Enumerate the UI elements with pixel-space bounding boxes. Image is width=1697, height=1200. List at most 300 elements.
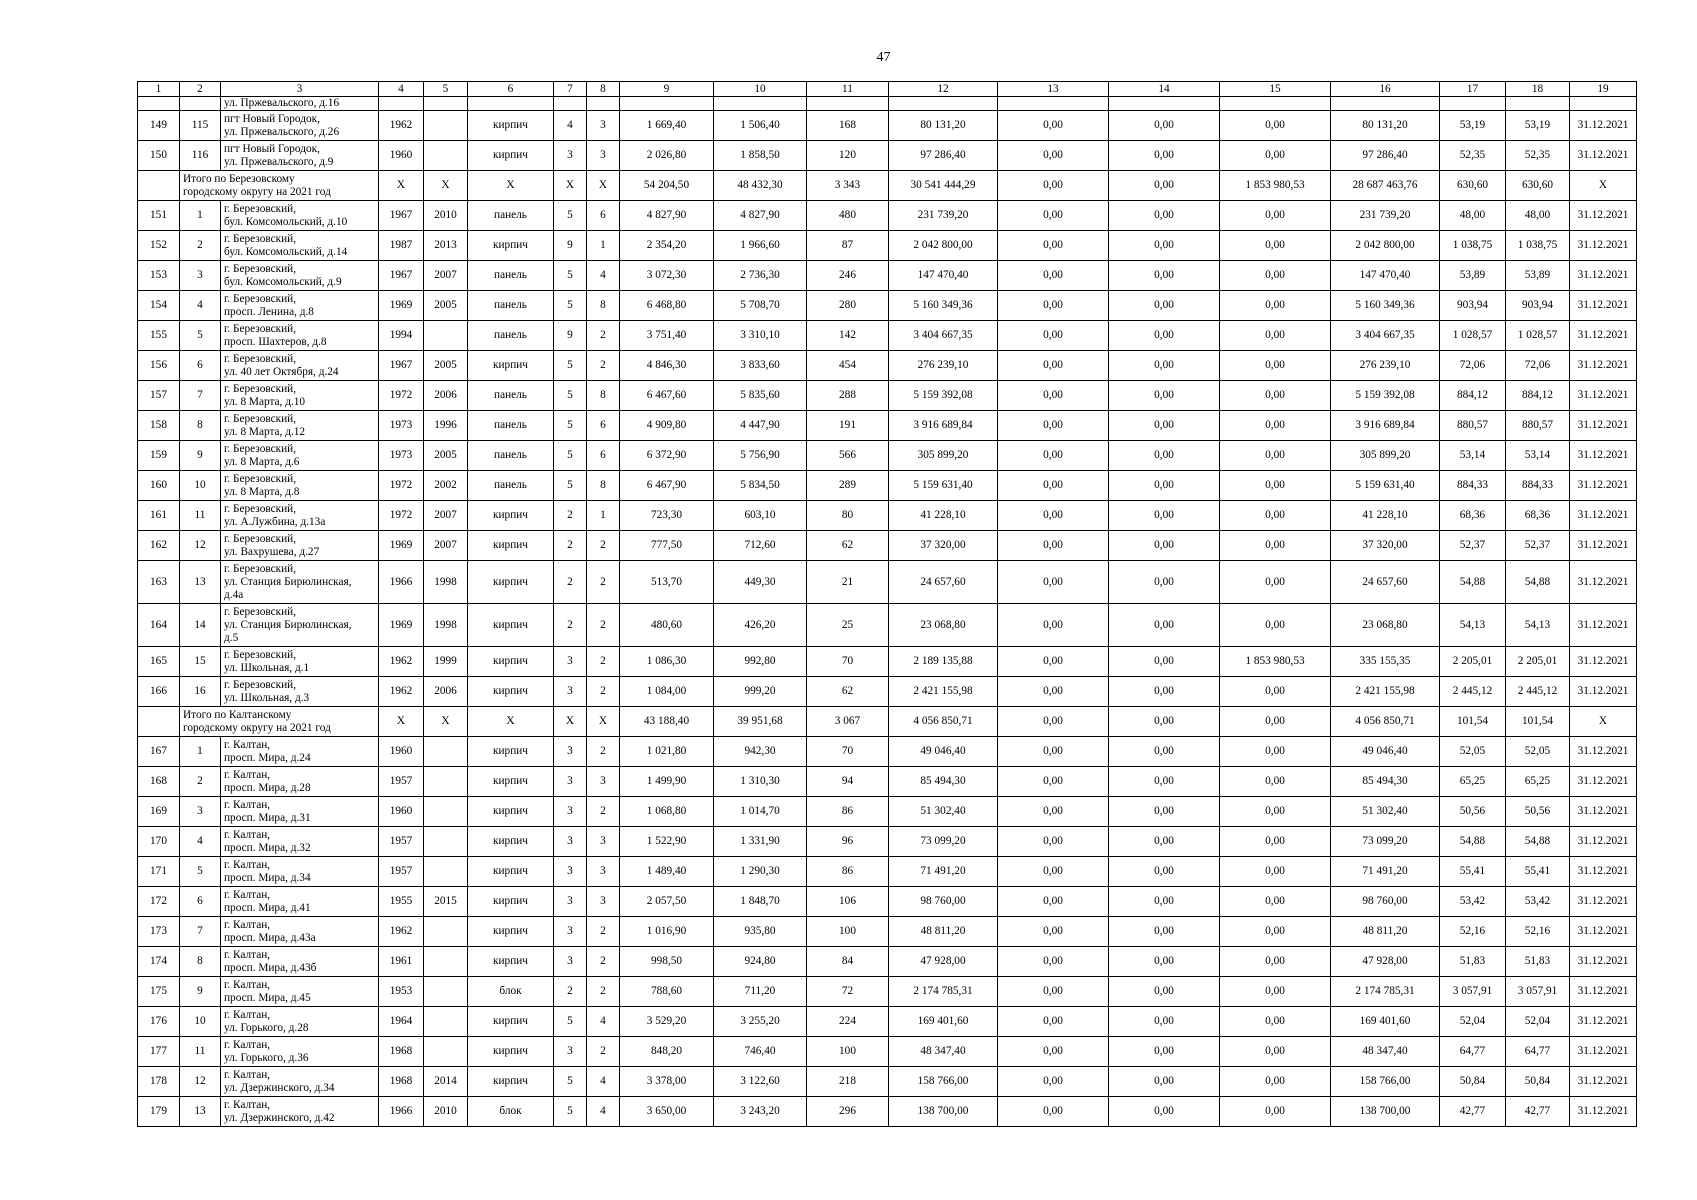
year-built: 1964 <box>379 1007 424 1037</box>
fund-local: 0,00 <box>1220 707 1331 737</box>
max-cost-per-sqm: 53,42 <box>1506 887 1570 917</box>
table-row <box>138 1067 1637 1097</box>
total-area: 1 068,80 <box>620 797 714 827</box>
entrances: 8 <box>587 291 620 321</box>
address-line: г. Калтан, <box>224 1038 271 1051</box>
row-number: 165 <box>138 647 180 677</box>
cost-per-sqm: 52,37 <box>1440 531 1506 561</box>
residential-area: 5 835,60 <box>714 381 807 411</box>
column-number: 5 <box>424 82 468 97</box>
cost-per-sqm: 54,13 <box>1440 604 1506 647</box>
cost-per-sqm: 64,77 <box>1440 1037 1506 1067</box>
row-number: 155 <box>138 321 180 351</box>
cost-per-sqm: 53,14 <box>1440 441 1506 471</box>
residents: 280 <box>807 291 889 321</box>
floors: 3 <box>554 857 587 887</box>
year-renovated: 1999 <box>424 647 468 677</box>
address-line: ул. Станция Бирюлинская, <box>224 575 352 588</box>
row-number: 150 <box>138 141 180 171</box>
total-area: 1 084,00 <box>620 677 714 707</box>
entrances: 3 <box>587 767 620 797</box>
year-built: 1966 <box>379 561 424 604</box>
fund-federal: 0,00 <box>998 381 1109 411</box>
fund-federal: 0,00 <box>998 531 1109 561</box>
floors: 3 <box>554 141 587 171</box>
sub-number: 1 <box>180 737 221 767</box>
entrances: 4 <box>587 261 620 291</box>
year-renovated: 2007 <box>424 531 468 561</box>
cost-per-sqm: 880,57 <box>1440 411 1506 441</box>
address-line: просп. Мира, д.41 <box>224 901 311 914</box>
floors: 5 <box>554 351 587 381</box>
residents: 25 <box>807 604 889 647</box>
sub-number: 115 <box>180 111 221 141</box>
total-cost: 41 228,10 <box>889 501 998 531</box>
row-number: 177 <box>138 1037 180 1067</box>
year-renovated: Х <box>424 707 468 737</box>
residential-area: 4 447,90 <box>714 411 807 441</box>
total-area: 54 204,50 <box>620 171 714 201</box>
residents: 246 <box>807 261 889 291</box>
fund-federal: 0,00 <box>998 441 1109 471</box>
deadline: 31.12.2021 <box>1570 767 1637 797</box>
year-renovated <box>424 1037 468 1067</box>
fund-federal: 0,00 <box>998 321 1109 351</box>
entrances: 2 <box>587 531 620 561</box>
fund-regional: 0,00 <box>1109 261 1220 291</box>
residential-area: 999,20 <box>714 677 807 707</box>
address-line: ул. 8 Марта, д.8 <box>224 485 300 498</box>
table-row <box>138 351 1637 381</box>
sub-number: 2 <box>180 767 221 797</box>
floors: 2 <box>554 604 587 647</box>
fund-owners: 28 687 463,76 <box>1331 171 1440 201</box>
total-cost: 51 302,40 <box>889 797 998 827</box>
residential-area: 3 310,10 <box>714 321 807 351</box>
residential-area: 5 756,90 <box>714 441 807 471</box>
entrances: 3 <box>587 111 620 141</box>
column-number: 6 <box>468 82 554 97</box>
cost-per-sqm: 52,05 <box>1440 737 1506 767</box>
address-line: г. Калтан, <box>224 978 271 991</box>
year-renovated <box>424 857 468 887</box>
total-row <box>138 171 1637 201</box>
total-cost: 158 766,00 <box>889 1067 998 1097</box>
cost-per-sqm: 52,04 <box>1440 1007 1506 1037</box>
total-cost: 2 421 155,98 <box>889 677 998 707</box>
wall-material: кирпич <box>468 737 554 767</box>
floors: 5 <box>554 201 587 231</box>
year-built: 1973 <box>379 411 424 441</box>
residential-area: 48 432,30 <box>714 171 807 201</box>
residents: 62 <box>807 677 889 707</box>
table-row <box>138 887 1637 917</box>
sub-number: 4 <box>180 291 221 321</box>
fund-federal: 0,00 <box>998 604 1109 647</box>
fund-owners: 41 228,10 <box>1331 501 1440 531</box>
fund-owners: 5 160 349,36 <box>1331 291 1440 321</box>
entrances: 2 <box>587 947 620 977</box>
max-cost-per-sqm: 630,60 <box>1506 171 1570 201</box>
fund-local: 0,00 <box>1220 351 1331 381</box>
empty-cell <box>587 97 620 111</box>
address-line: ул. Горького, д.28 <box>224 1021 309 1034</box>
year-renovated <box>424 827 468 857</box>
total-label <box>180 171 379 201</box>
deadline: 31.12.2021 <box>1570 321 1637 351</box>
address-line: ул. Вахрушева, д.27 <box>224 545 320 558</box>
empty-cell <box>1570 97 1637 111</box>
residential-area: 3 243,20 <box>714 1097 807 1127</box>
residents: 86 <box>807 857 889 887</box>
fund-local: 1 853 980,53 <box>1220 647 1331 677</box>
total-cost: 2 189 135,88 <box>889 647 998 677</box>
cost-per-sqm: 48,00 <box>1440 201 1506 231</box>
max-cost-per-sqm: 52,16 <box>1506 917 1570 947</box>
cost-per-sqm: 2 205,01 <box>1440 647 1506 677</box>
residents: 566 <box>807 441 889 471</box>
cost-per-sqm: 51,83 <box>1440 947 1506 977</box>
wall-material: кирпич <box>468 141 554 171</box>
address-line: ул. Станция Бирюлинская, <box>224 618 352 631</box>
residents: 106 <box>807 887 889 917</box>
year-built: Х <box>379 171 424 201</box>
fund-federal: 0,00 <box>998 501 1109 531</box>
deadline: 31.12.2021 <box>1570 111 1637 141</box>
residents: 100 <box>807 917 889 947</box>
deadline: 31.12.2021 <box>1570 141 1637 171</box>
address-line: г. Березовский, <box>224 352 297 365</box>
max-cost-per-sqm: 55,41 <box>1506 857 1570 887</box>
fund-owners: 5 159 631,40 <box>1331 471 1440 501</box>
total-cost: 48 347,40 <box>889 1037 998 1067</box>
column-number: 14 <box>1109 82 1220 97</box>
residential-area: 1 506,40 <box>714 111 807 141</box>
floors: 3 <box>554 1037 587 1067</box>
floors: 3 <box>554 647 587 677</box>
year-renovated: 2010 <box>424 1097 468 1127</box>
fund-local: 0,00 <box>1220 977 1331 1007</box>
fund-owners: 80 131,20 <box>1331 111 1440 141</box>
residents: 87 <box>807 231 889 261</box>
address-cell <box>221 797 379 827</box>
fund-regional: 0,00 <box>1109 381 1220 411</box>
entrances: 3 <box>587 827 620 857</box>
deadline: 31.12.2021 <box>1570 261 1637 291</box>
residents: 70 <box>807 737 889 767</box>
row-number: 175 <box>138 977 180 1007</box>
wall-material: кирпич <box>468 1007 554 1037</box>
year-renovated <box>424 141 468 171</box>
fund-regional: 0,00 <box>1109 857 1220 887</box>
fund-owners: 305 899,20 <box>1331 441 1440 471</box>
fund-regional: 0,00 <box>1109 917 1220 947</box>
fund-owners: 23 068,80 <box>1331 604 1440 647</box>
empty-cell <box>620 97 714 111</box>
total-area: 3 650,00 <box>620 1097 714 1127</box>
fund-local: 1 853 980,53 <box>1220 171 1331 201</box>
residential-area: 3 833,60 <box>714 351 807 381</box>
fund-regional: 0,00 <box>1109 797 1220 827</box>
fund-local: 0,00 <box>1220 291 1331 321</box>
total-area: 6 467,90 <box>620 471 714 501</box>
address-cell <box>221 501 379 531</box>
total-cost: 37 320,00 <box>889 531 998 561</box>
fund-owners: 335 155,35 <box>1331 647 1440 677</box>
address-line: ул. 8 Марта, д.6 <box>224 455 300 468</box>
year-built: 1957 <box>379 767 424 797</box>
entrances: 1 <box>587 501 620 531</box>
empty-cell <box>138 97 180 111</box>
address-line: ул. 8 Марта, д.12 <box>224 425 306 438</box>
fund-owners: 71 491,20 <box>1331 857 1440 887</box>
total-label-line: городскому округу на 2021 год <box>183 185 331 198</box>
empty-cell <box>138 171 180 201</box>
fund-local: 0,00 <box>1220 561 1331 604</box>
address-line: г. Березовский, <box>224 232 297 245</box>
residential-area: 1 014,70 <box>714 797 807 827</box>
residential-area: 992,80 <box>714 647 807 677</box>
wall-material: панель <box>468 381 554 411</box>
floors: 3 <box>554 917 587 947</box>
empty-cell <box>1109 97 1220 111</box>
year-renovated <box>424 1007 468 1037</box>
cost-per-sqm: 72,06 <box>1440 351 1506 381</box>
table-row <box>138 977 1637 1007</box>
entrances: 6 <box>587 441 620 471</box>
max-cost-per-sqm: 68,36 <box>1506 501 1570 531</box>
empty-cell <box>1220 97 1331 111</box>
floors: 3 <box>554 827 587 857</box>
max-cost-per-sqm: 54,13 <box>1506 604 1570 647</box>
fund-federal: 0,00 <box>998 887 1109 917</box>
address-line: ул. А.Лужбина, д.13а <box>224 515 326 528</box>
floors: 3 <box>554 947 587 977</box>
total-area: 1 086,30 <box>620 647 714 677</box>
wall-material: панель <box>468 261 554 291</box>
year-built: 1969 <box>379 291 424 321</box>
row-number: 166 <box>138 677 180 707</box>
table-row <box>138 111 1637 141</box>
entrances: 3 <box>587 141 620 171</box>
table-row <box>138 737 1637 767</box>
address-cell <box>221 351 379 381</box>
deadline: 31.12.2021 <box>1570 381 1637 411</box>
residential-area: 1 310,30 <box>714 767 807 797</box>
fund-owners: 98 760,00 <box>1331 887 1440 917</box>
fund-local: 0,00 <box>1220 531 1331 561</box>
max-cost-per-sqm: 52,35 <box>1506 141 1570 171</box>
entrances: 2 <box>587 604 620 647</box>
deadline: 31.12.2021 <box>1570 797 1637 827</box>
total-label-line: городскому округу на 2021 год <box>183 721 331 734</box>
fund-local: 0,00 <box>1220 767 1331 797</box>
total-area: 1 499,90 <box>620 767 714 797</box>
wall-material: кирпич <box>468 767 554 797</box>
fund-federal: 0,00 <box>998 351 1109 381</box>
total-area: 6 468,80 <box>620 291 714 321</box>
total-area: 848,20 <box>620 1037 714 1067</box>
year-renovated: 2002 <box>424 471 468 501</box>
address-line: просп. Ленина, д.8 <box>224 305 314 318</box>
total-area: 2 354,20 <box>620 231 714 261</box>
residents: 94 <box>807 767 889 797</box>
max-cost-per-sqm: 52,37 <box>1506 531 1570 561</box>
fund-federal: 0,00 <box>998 471 1109 501</box>
address-line: просп. Мира, д.45 <box>224 991 311 1004</box>
address-line: ул. Дзержинского, д.42 <box>224 1111 335 1124</box>
address-line: г. Березовский, <box>224 605 297 618</box>
sub-number: 10 <box>180 471 221 501</box>
max-cost-per-sqm: 50,84 <box>1506 1067 1570 1097</box>
year-renovated <box>424 737 468 767</box>
address-cell <box>221 827 379 857</box>
fund-owners: 2 174 785,31 <box>1331 977 1440 1007</box>
total-label-line: Итого по Березовскому <box>183 172 295 185</box>
deadline: 31.12.2021 <box>1570 501 1637 531</box>
fund-federal: 0,00 <box>998 707 1109 737</box>
table-row <box>138 797 1637 827</box>
deadline: 31.12.2021 <box>1570 857 1637 887</box>
total-cost: 48 811,20 <box>889 917 998 947</box>
fund-regional: 0,00 <box>1109 231 1220 261</box>
row-number: 179 <box>138 1097 180 1127</box>
total-area: 4 827,90 <box>620 201 714 231</box>
fund-federal: 0,00 <box>998 201 1109 231</box>
floors: 9 <box>554 231 587 261</box>
fund-federal: 0,00 <box>998 1037 1109 1067</box>
residents: 120 <box>807 141 889 171</box>
entrances: 6 <box>587 411 620 441</box>
deadline: 31.12.2021 <box>1570 1097 1637 1127</box>
year-built: 1968 <box>379 1037 424 1067</box>
fund-federal: 0,00 <box>998 1067 1109 1097</box>
fund-owners: 158 766,00 <box>1331 1067 1440 1097</box>
entrances: 3 <box>587 887 620 917</box>
fund-regional: 0,00 <box>1109 501 1220 531</box>
fund-owners: 24 657,60 <box>1331 561 1440 604</box>
sub-number: 9 <box>180 441 221 471</box>
fund-federal: 0,00 <box>998 561 1109 604</box>
fund-federal: 0,00 <box>998 291 1109 321</box>
total-cost: 5 160 349,36 <box>889 291 998 321</box>
fund-local: 0,00 <box>1220 917 1331 947</box>
floors: 5 <box>554 381 587 411</box>
deadline: 31.12.2021 <box>1570 1007 1637 1037</box>
year-built: 1966 <box>379 1097 424 1127</box>
year-renovated <box>424 321 468 351</box>
table-row <box>138 471 1637 501</box>
floors: 2 <box>554 561 587 604</box>
total-cost: 30 541 444,29 <box>889 171 998 201</box>
cost-per-sqm: 42,77 <box>1440 1097 1506 1127</box>
address-cell <box>221 604 379 647</box>
residential-area: 3 122,60 <box>714 1067 807 1097</box>
wall-material: кирпич <box>468 501 554 531</box>
year-built: 1962 <box>379 647 424 677</box>
table-row <box>138 261 1637 291</box>
address-cell <box>221 647 379 677</box>
residents: 21 <box>807 561 889 604</box>
cost-per-sqm: 1 028,57 <box>1440 321 1506 351</box>
total-cost: 2 042 800,00 <box>889 231 998 261</box>
fund-regional: 0,00 <box>1109 767 1220 797</box>
table-row <box>138 677 1637 707</box>
fund-regional: 0,00 <box>1109 647 1220 677</box>
address-cell <box>221 201 379 231</box>
row-number: 173 <box>138 917 180 947</box>
total-area: 43 188,40 <box>620 707 714 737</box>
residential-area: 942,30 <box>714 737 807 767</box>
cost-per-sqm: 2 445,12 <box>1440 677 1506 707</box>
fund-owners: 2 042 800,00 <box>1331 231 1440 261</box>
year-renovated <box>424 111 468 141</box>
year-built: 1957 <box>379 857 424 887</box>
empty-cell <box>379 97 424 111</box>
address-cell <box>221 737 379 767</box>
cost-per-sqm: 53,19 <box>1440 111 1506 141</box>
housing-registry-table <box>137 81 1637 1127</box>
address-line: ул. Дзержинского, д.34 <box>224 1081 335 1094</box>
year-built: 1967 <box>379 261 424 291</box>
fund-federal: 0,00 <box>998 797 1109 827</box>
address-line: просп. Мира, д.24 <box>224 751 311 764</box>
row-number: 170 <box>138 827 180 857</box>
year-built: 1960 <box>379 737 424 767</box>
table-row <box>138 321 1637 351</box>
column-number: 9 <box>620 82 714 97</box>
cost-per-sqm: 52,16 <box>1440 917 1506 947</box>
entrances: 8 <box>587 471 620 501</box>
total-area: 777,50 <box>620 531 714 561</box>
residents: 224 <box>807 1007 889 1037</box>
address-line: г. Березовский, <box>224 532 297 545</box>
max-cost-per-sqm: 2 205,01 <box>1506 647 1570 677</box>
total-area: 480,60 <box>620 604 714 647</box>
column-number: 11 <box>807 82 889 97</box>
fund-regional: 0,00 <box>1109 291 1220 321</box>
fund-regional: 0,00 <box>1109 171 1220 201</box>
year-built: 1994 <box>379 321 424 351</box>
sub-number: 5 <box>180 321 221 351</box>
fund-federal: 0,00 <box>998 411 1109 441</box>
address-line: г. Калтан, <box>224 948 271 961</box>
fund-federal: 0,00 <box>998 171 1109 201</box>
max-cost-per-sqm: 53,89 <box>1506 261 1570 291</box>
sub-number: 2 <box>180 231 221 261</box>
floors: 3 <box>554 737 587 767</box>
residents: 86 <box>807 797 889 827</box>
year-built: 1967 <box>379 351 424 381</box>
floors: 2 <box>554 501 587 531</box>
total-area: 4 846,30 <box>620 351 714 381</box>
year-built: 1969 <box>379 531 424 561</box>
residents: 100 <box>807 1037 889 1067</box>
fund-federal: 0,00 <box>998 917 1109 947</box>
wall-material: кирпич <box>468 561 554 604</box>
wall-material: панель <box>468 201 554 231</box>
max-cost-per-sqm: 72,06 <box>1506 351 1570 381</box>
fund-regional: 0,00 <box>1109 1037 1220 1067</box>
total-cost: 80 131,20 <box>889 111 998 141</box>
fund-federal: 0,00 <box>998 677 1109 707</box>
total-area: 3 378,00 <box>620 1067 714 1097</box>
floors: 2 <box>554 977 587 1007</box>
residents: 289 <box>807 471 889 501</box>
fund-local: 0,00 <box>1220 111 1331 141</box>
max-cost-per-sqm: 52,05 <box>1506 737 1570 767</box>
sub-number: 7 <box>180 381 221 411</box>
